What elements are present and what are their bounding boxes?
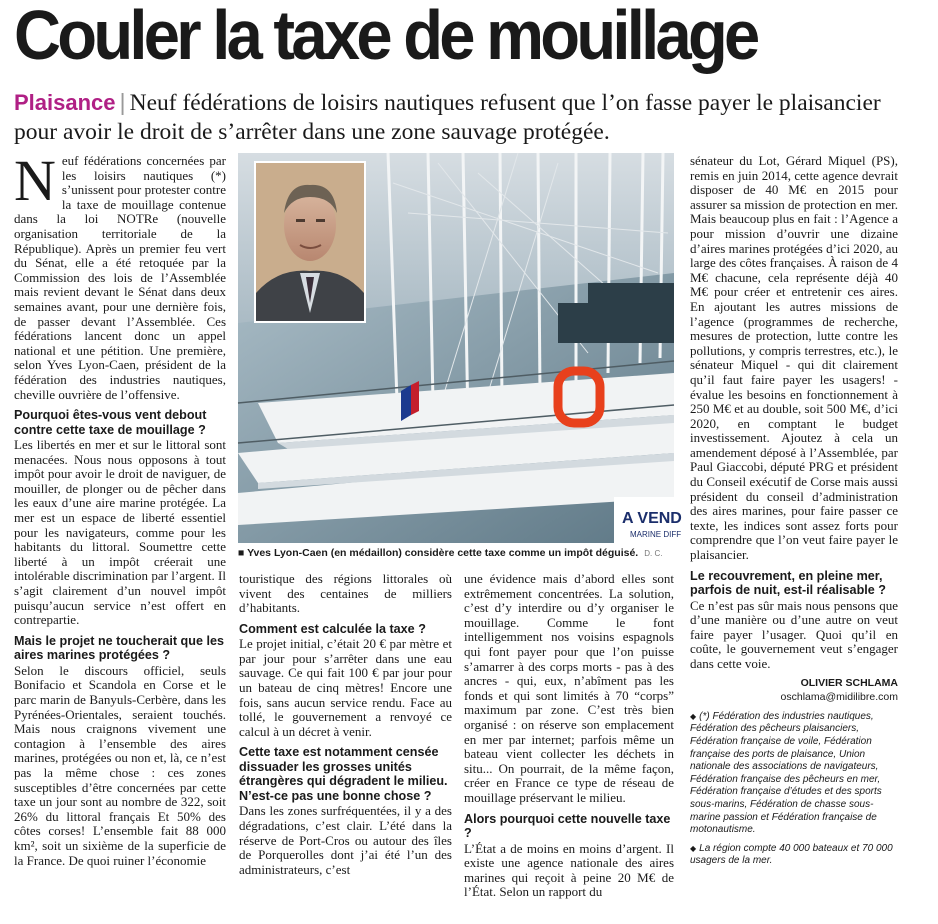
- caption-text: Yves Lyon-Caen (en médaillon) considère cette taxe comme un impôt déguisé.: [247, 547, 639, 559]
- answer-5-continued: sénateur du Lot, Gérard Miquel (PS), remis en juin 2014, cette agence devrait disposer de 40 M€ en 2015 pour assurer sa mission de protection en mer. Mais beaucoup plus en fait : l’Agence a pour mission d’ouvrir une dizaine d’aires marines protégées d’ici 2020, au large des côtes françaises. À raison de 4 M€ chacune, cela représente déjà 40 M€ pour créer et entretenir ces aires. En ajoutant les autres missions de l’agence (programmes de recherche, mesures de protection, lutte contre les pollutions, y compris terrestres, etc.), le sénateur Miquel - qui dit clairement qu’il faut faire payer les usagers! - évalue les besoins en fonctionnement à 250 M€ et au double, soit 500 M€, d’ici 2020, en comptant le budget investissement. Ajoutez à cela un amendement déposé à l’Assemblée, par Paul Giaccobi, député PRG et président du Conseil exécutif de Corse mais aussi président du conseil d’administration des aires marines, pour faire passer ce texte, les indices sont assez forts pour comprendre que l’on veut faire payer le plaisancier.: [690, 153, 898, 563]
- note-bullet-1: ◆: [690, 711, 697, 721]
- answer-3: Le projet initial, c’était 20 € par mètre et par jour pour s’arrêter dans une eau sauvage. Ce qui fait 100 € par jour pour un bateau de cinq mètres! Encore une fois, sans aucun service rendu. Face au tollé, le gouvernement a renvoyé ce calcul à un décret à venir.: [239, 636, 452, 739]
- answer-6: Ce n’est pas sûr mais nous pensons que d’une manière ou d’une autre on veut faire payer l’usager. Quoi qu’il en coûte, le gouvernement veut s’engager dans cette voie.: [690, 597, 898, 671]
- column-3: [464, 572, 674, 904]
- column-4: [690, 154, 898, 868]
- sign-text: A VEND: [622, 510, 682, 527]
- footnote-federations-text: (*) Fédération des industries nautiques, Fédération des pêcheurs plaisanciers, Fédération française de voile, Fédération française des ports de plaisance, Union nationale des associations de navigateurs, Fédération française des pêcheurs en mer, Fédération française d’études et des sports sous-marins, Fédération de chasse sous-marine passion et Fédération française de motonautisme.: [690, 710, 882, 836]
- answer-2: Selon le discours officiel, seuls Bonifacio et Scandola en Corse et le parc marin de Banyuls-Cerbère, dans les Pyrénées-Orientales, seraient touchés. Mais nous craignons vivement une contagion à l’ensemble des aires marines, protégées ou non et, là, ce n’est pas la même chose : ces zones susceptibles d’être concernées par cette taxe un jour sont au nombre de 322, soit 26% du littoral français Et 50% des côtes corses! L’ensemble fait 88 000 km², soit un sixième de la superficie de la France. De quoi ruiner l’économie: [14, 662, 226, 868]
- answer-2-continued: touristique des régions littorales où vivent des centaines de milliers d’habitants.: [239, 571, 452, 616]
- deck-text: Neuf fédérations de loisirs nautiques refusent que l’on fasse payer le plaisancier pour avoir le droit de s’arrêter dans une zone sauvage protégée.: [14, 90, 881, 145]
- question-6: Le recouvrement, en pleine mer, parfois de nuit, est-il réalisable ?: [690, 568, 886, 598]
- answer-5: L’État a de moins en moins d’argent. Il existe une agence nationale des aires marines qui reçoit à peine 20 M€ de l’État. Selon un rapport du: [464, 840, 674, 900]
- answer-4-continued: une évidence mais d’abord elles sont extrêmement concentrées. La solution, c’est d’y interdire ou d’y organiser le mouillage. Comme le font intelligemment nos voisins espagnols qui font payer pour que l’on puisse s’amarrer à des corps morts - pas à des ancres - qui, eux, n’abîment pas les fonds et qui sont limités à 70 “corps” maximum par zone. C’est très bien organisé : on réserve son emplacement en mer par internet; parfois même un bateau vient collecter les déchets in situ... On pourrait, de la même façon, créer en France ce type de réseau de mouillage préservant le milieu.: [464, 571, 674, 805]
- kicker-separator: |: [119, 89, 126, 115]
- question-3: Comment est calculée la taxe ?: [239, 621, 426, 636]
- harbor-photo: [238, 153, 682, 543]
- deck: [14, 88, 929, 147]
- kicker: Plaisance: [14, 90, 116, 115]
- answer-1: Les libertés en mer et sur le littoral sont menacées. Nous nous opposons à tout impôt pour avoir le droit de naviguer, de mouiller, de plonger ou de pêcher dans les eaux d’une aire marine protégée. La mer est un espace de liberté essentiel pour les navigateurs, comme pour les habitants du littoral. Soumettre cette liberté à un impôt créerait une intolérable discrimination par l’argent. Il s’agit clairement d’un nouvel impôt puisqu’aucun service n’est offert en contrepartie.: [14, 437, 226, 628]
- photo-credit: D. C.: [644, 549, 663, 558]
- portrait-inset: [255, 162, 365, 322]
- author-name: OLIVIER SCHLAMA: [800, 676, 898, 689]
- footnote-federations: [690, 711, 898, 837]
- column-1: [14, 148, 226, 872]
- question-2: Mais le projet ne toucherait que les aires marines protégées ?: [14, 633, 224, 663]
- headline: Couler la taxe de mouillage: [14, 0, 757, 74]
- answer-4: Dans les zones surfréquentées, il y a des dégradations, c’est clair. L’été dans la réserve de Port-Cros ou autour des îles de Porquerolles dont j’ai été l’un des administrateurs, c’est: [239, 803, 452, 877]
- author-email[interactable]: oschlama@midilibre.com: [780, 691, 898, 704]
- intro-paragraph: euf fédérations concernées par les loisirs nautiques (*) s’unissent pour protester contre la taxe de mouillage contenue dans la loi NOTRe (nouvelle organisation territoriale de la République). Après un premier feu vert du Sénat, elle a été retoquée par la Commission des lois de l’Assemblée mais revient devant le Sénat dans deux semaines avant, pour une dernière fois, de passer devant l’Assemblée. Ces fédérations lancent donc un appel national et une pétition. Une première, selon Yves Lyon-Caen, président de la fédération des industries nautiques, cheville ouvrière de l’offensive.: [14, 153, 226, 402]
- dropcap: N: [14, 148, 56, 213]
- sign-subtext: MARINE DIFF: [630, 530, 682, 539]
- column-2: [239, 572, 452, 881]
- harbor-illustration: [238, 153, 682, 543]
- photo-caption: [238, 547, 674, 559]
- footnote-region-text: La région compte 40 000 bateaux et 70 000 usagers de la mer.: [690, 842, 893, 867]
- question-1: Pourquoi êtes-vous vent debout contre cette taxe de mouillage ?: [14, 408, 207, 437]
- question-4: Cette taxe est notamment censée dissuader les grosses unités étrangères qui dégradent le milieu. N’est-ce pas une bonne chose ?: [239, 745, 448, 803]
- footnote-region: [690, 843, 898, 868]
- question-5: Alors pourquoi cette nouvelle taxe ?: [464, 811, 671, 840]
- note-bullet-2: ◆: [690, 843, 697, 853]
- caption-bullet: ■: [238, 547, 248, 559]
